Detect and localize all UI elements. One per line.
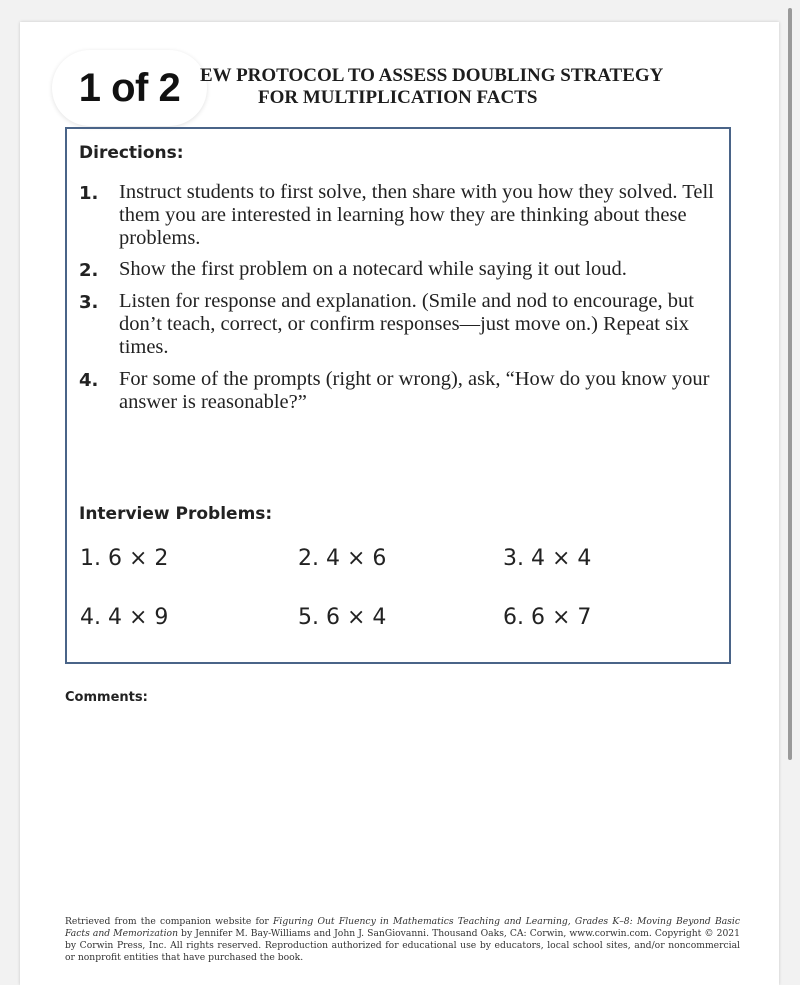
problem-item: 2. 4 × 6: [298, 546, 387, 571]
page-indicator-badge: 1 of 2: [52, 50, 207, 126]
direction-text: Instruct students to first solve, then share with you how they solved. Tell them you are interested in learning how they are thinking about these problems.: [119, 181, 714, 249]
footer-prefix: Retrieved from the companion website for: [65, 916, 274, 927]
problem-item: 3. 4 × 4: [503, 546, 592, 571]
interview-problems-heading: Interview Problems:: [79, 504, 273, 524]
footer-book-title: Figuring Out Fluency in Mathematics Teaching and Learning, Grades K–8: Moving Beyond Basic Facts and Memorization: [65, 916, 740, 939]
direction-text: For some of the prompts (right or wrong), ask, “How do you know your answer is reasonable?”: [119, 368, 710, 413]
direction-text: Listen for response and explanation. (Smile and nod to encourage, but don’t teach, correct, or confirm responses—just move on.) Repeat six times.: [119, 290, 694, 358]
direction-item: [79, 258, 719, 282]
title-line-2: FOR MULTIPLICATION FACTS: [258, 87, 538, 108]
direction-item: [79, 290, 719, 359]
directions-heading: Directions:: [79, 143, 184, 163]
footer-suffix: by Jennifer M. Bay-Williams and John J. SanGiovanni. Thousand Oaks, CA: Corwin, www.corwin.com. Copyright © 2021 by Corwin Press, Inc. All rights reserved. Reproduction authorized for educational use by educators, local school sites, and/or noncommercial or nonprofit entities that have purchased the book.: [65, 928, 741, 963]
direction-text: Show the first problem on a notecard while saying it out loud.: [119, 258, 627, 280]
direction-number: 3.: [79, 292, 99, 313]
problem-item: 5. 6 × 4: [298, 605, 387, 630]
title-line-1: EW PROTOCOL TO ASSESS DOUBLING STRATEGY: [200, 65, 664, 86]
comments-heading: Comments:: [65, 690, 148, 705]
direction-number: 4.: [79, 370, 99, 391]
scrollbar[interactable]: [788, 8, 792, 760]
page-title: [200, 65, 700, 109]
direction-number: 2.: [79, 260, 99, 281]
problem-item: 6. 6 × 7: [503, 605, 592, 630]
problem-item: 1. 6 × 2: [80, 546, 169, 571]
problem-item: 4. 4 × 9: [80, 605, 169, 630]
direction-number: 1.: [79, 183, 99, 204]
direction-item: [79, 368, 719, 414]
direction-item: [79, 181, 719, 250]
copyright-footer: [65, 916, 740, 964]
